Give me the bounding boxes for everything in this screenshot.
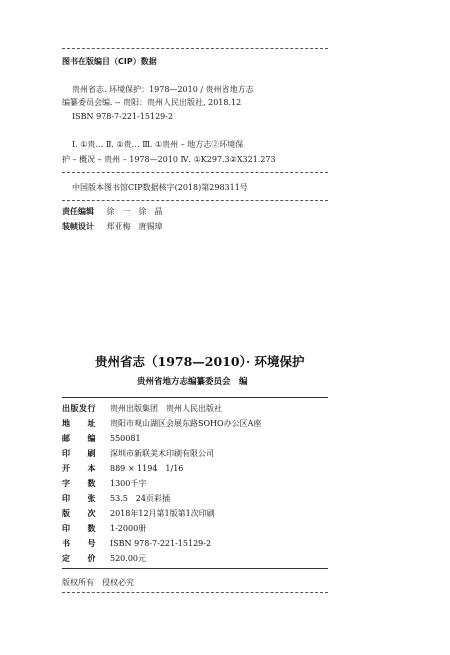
pub-row xyxy=(62,419,261,429)
pub-value: 贵州出版集团 贵州人民出版社 xyxy=(110,404,222,413)
book-title: 贵州省志（1978—2010）· 环境保护 xyxy=(95,354,305,369)
pub-row xyxy=(62,479,146,489)
cip-data-number: 中国版本图书馆CIP数据核字(2018)第298311号 xyxy=(72,183,248,192)
pub-value: 2018年12月第1版第1次印刷 xyxy=(110,509,215,518)
pub-row xyxy=(62,449,214,459)
cover-design-value: 郑亚梅 唐锡璋 xyxy=(106,222,163,231)
pub-row xyxy=(62,434,141,444)
cip-line-1: 贵州省志. 环境保护：1978—2010 / 贵州省地方志 xyxy=(72,85,254,94)
pub-row xyxy=(62,509,215,519)
responsible-editor-value: 徐 一 徐 晶 xyxy=(106,207,163,216)
pub-label: 地 址 xyxy=(62,419,96,428)
pub-label: 印 张 xyxy=(62,494,96,503)
pub-label: 定 价 xyxy=(62,554,96,563)
responsible-editor-row xyxy=(62,207,163,217)
pub-row xyxy=(62,539,211,549)
pub-value: 贵阳市观山湖区会展东路SOHO办公区A座 xyxy=(110,419,262,428)
pub-label: 印 刷 xyxy=(62,449,96,458)
cover-design-label: 装帧设计 xyxy=(62,222,94,231)
pub-value: 520.00元 xyxy=(110,554,146,563)
top-divider xyxy=(62,48,328,49)
cip-isbn: ISBN 978-7-221-15129-2 xyxy=(72,112,174,121)
pub-row xyxy=(62,464,183,474)
pub-label: 字 数 xyxy=(62,479,96,488)
publication-top-divider xyxy=(62,397,328,398)
cover-design-row xyxy=(62,222,163,232)
bottom-divider xyxy=(62,592,328,593)
pub-row xyxy=(62,554,146,564)
cip-divider xyxy=(62,172,328,173)
pub-label: 书 号 xyxy=(62,539,96,548)
pub-value: 889 × 1194 1/16 xyxy=(110,464,184,473)
publication-bottom-divider xyxy=(62,568,328,569)
pub-value: ISBN 978-7-221-15129-2 xyxy=(110,539,212,548)
cip-class-line-1: Ⅰ. ①贵… Ⅱ. ①贵… Ⅲ. ①贵州 – 地方志②环境保 xyxy=(72,140,244,149)
pub-label: 印 数 xyxy=(62,524,96,533)
copyright-notice: 版权所有 侵权必究 xyxy=(62,578,134,587)
book-compiler: 贵州省地方志编纂委员会 编 xyxy=(137,377,248,387)
pub-value: 1-2000册 xyxy=(110,524,147,533)
pub-label: 出版发行 xyxy=(62,404,96,413)
pub-value: 深圳市新联美术印刷有限公司 xyxy=(110,449,214,458)
pub-value: 1300千字 xyxy=(110,479,147,488)
cip-class-line-2: 护 – 概况 – 贵州 – 1978—2010 Ⅳ. ①K297.3②X321.273 xyxy=(62,155,276,164)
pub-label: 开 本 xyxy=(62,464,96,473)
cip-heading: 图书在版编目（CIP）数据 xyxy=(62,57,157,66)
pub-row xyxy=(62,524,146,534)
pub-label: 邮 编 xyxy=(62,434,96,443)
responsible-editor-label: 责任编辑 xyxy=(62,207,94,216)
pub-row xyxy=(62,494,170,504)
pub-row xyxy=(62,404,222,414)
cip-line-2: 编纂委员会编. -- 贵阳：贵州人民出版社, 2018.12 xyxy=(62,98,242,107)
pub-value: 550081 xyxy=(110,434,141,443)
pub-label: 版 次 xyxy=(62,509,96,518)
credits-top-divider xyxy=(62,200,328,201)
pub-value: 53.5 24页彩插 xyxy=(110,494,170,503)
